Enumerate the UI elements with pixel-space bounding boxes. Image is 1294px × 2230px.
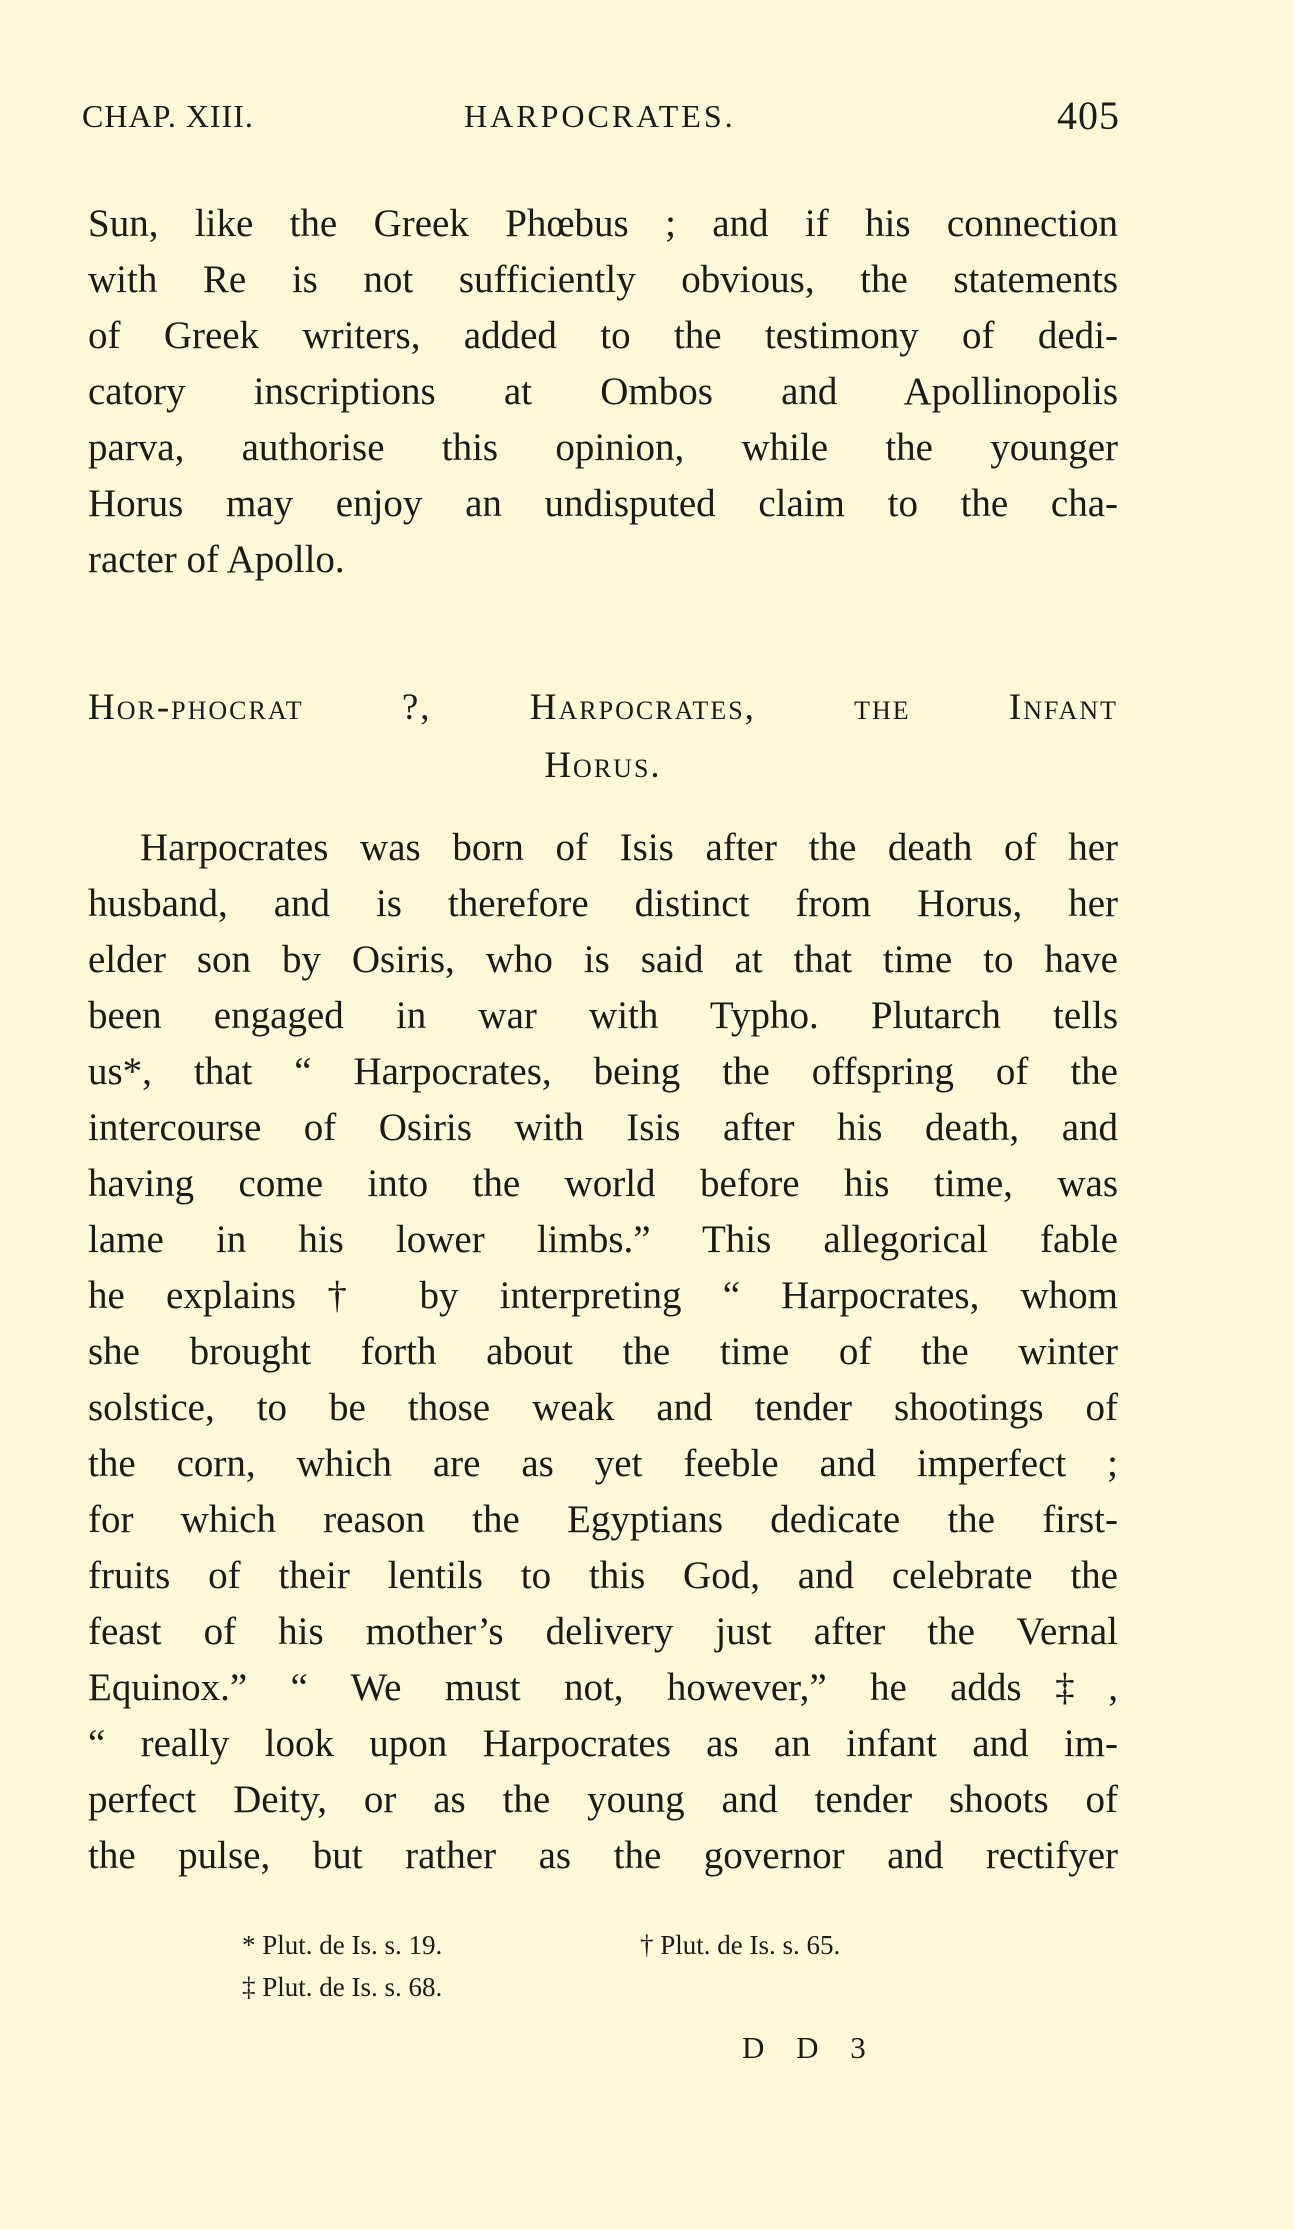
text-line: catory inscriptions at Ombos and Apollinopolis [88,370,1118,413]
text-line: “ really look upon Harpocrates as an infant and im- [88,1722,1118,1765]
text-line: intercourse of Osiris with Isis after his death, and [88,1106,1118,1149]
section-heading: Hor-phocrat ?, Harpocrates, the Infant [88,687,1118,728]
text-line: elder son by Osiris, who is said at that time to have [88,938,1118,981]
signature-mark: D D 3 [742,2030,878,2065]
text-line: of Greek writers, added to the testimony of dedi- [88,314,1118,357]
text-line: fruits of their lentils to this God, and celebrate the [88,1554,1118,1597]
text-line: solstice, to be those weak and tender shootings of [88,1386,1118,1429]
footnote-2: † Plut. de Is. s. 65. [640,1930,841,1960]
text-line: racter of Apollo. [88,538,345,581]
text-line: for which reason the Egyptians dedicate the first- [88,1498,1118,1541]
running-title: HARPOCRATES. [464,98,736,134]
chapter-label: CHAP. XIII. [82,98,254,134]
text-line: Horus may enjoy an undisputed claim to the cha- [88,482,1118,525]
footnote-1: * Plut. de Is. s. 19. [242,1930,443,1960]
text-line: perfect Deity, or as the young and tender shoots of [88,1778,1118,1821]
text-line: she brought forth about the time of the winter [88,1330,1118,1373]
text-line: feast of his mother’s delivery just after the Vernal [88,1610,1118,1653]
text-line: having come into the world before his time, was [88,1162,1118,1205]
text-line: been engaged in war with Typho. Plutarch tells [88,994,1118,1037]
page-number: 405 [1057,93,1120,138]
text-line: the pulse, but rather as the governor and rectifyer [88,1834,1118,1877]
section-heading-continued: Horus. [544,745,662,786]
text-line: Sun, like the Greek Phœbus ; and if his connection [88,202,1118,245]
text-line: the corn, which are as yet feeble and imperfect ; [88,1442,1118,1485]
text-line: with Re is not sufficiently obvious, the statements [88,258,1118,301]
text-line: Harpocrates was born of Isis after the death of her [140,826,1118,869]
text-line: husband, and is therefore distinct from Horus, her [88,882,1118,925]
text-line: lame in his lower limbs.” This allegorical fable [88,1218,1118,1261]
text-line: us*, that “ Harpocrates, being the offspring of the [88,1050,1118,1093]
running-head [82,93,1120,142]
text-line: he explains† by interpreting “ Harpocrates, whom [88,1274,1118,1317]
footnote-3: ‡ Plut. de Is. s. 68. [242,1972,443,2002]
text-line: Equinox.” “ We must not, however,” he adds‡, [88,1666,1118,1709]
text-line: parva, authorise this opinion, while the younger [88,426,1118,469]
